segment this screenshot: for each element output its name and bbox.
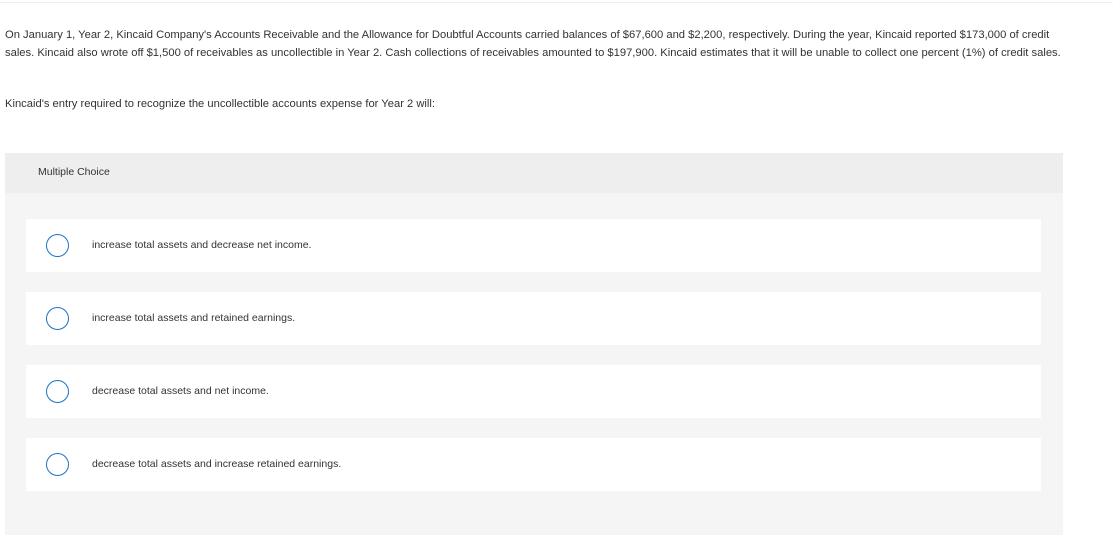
question-text: On January 1, Year 2, Kincaid Company's Accounts Receivable and the Allowance for Doubtful Accounts carried balances of $67,600 and $2,200, respectively. During the year, Kincaid reported $173,000 of credit sales. Kincaid also wrote off $1,500 of receivables as uncollectible in Year 2. Cash collections of receivables amounted to $197,900. Kincaid estimates that it will be unable to collect one percent (1%) of credit sales. [5, 29, 1061, 59]
choice-option-label: increase total assets and decrease net income. [92, 239, 312, 251]
radio-button-icon[interactable] [46, 380, 69, 403]
radio-button-icon[interactable] [46, 234, 69, 257]
choice-option-1[interactable] [26, 219, 1041, 272]
choice-option-3[interactable] [26, 365, 1041, 418]
multiple-choice-label: Multiple Choice [38, 166, 110, 178]
radio-button-icon[interactable] [46, 453, 69, 476]
choice-option-label: increase total assets and retained earnings. [92, 312, 296, 324]
multiple-choice-header [5, 153, 1063, 193]
choice-option-2[interactable] [26, 292, 1041, 345]
choice-option-4[interactable] [26, 438, 1041, 491]
choice-option-label: decrease total assets and net income. [92, 385, 269, 397]
multiple-choice-panel [5, 153, 1063, 535]
choice-option-label: decrease total assets and increase retained earnings. [92, 458, 342, 470]
top-divider [0, 2, 1113, 3]
question-prompt: Kincaid's entry required to recognize the uncollectible accounts expense for Year 2 will: [5, 98, 435, 110]
radio-button-icon[interactable] [46, 307, 69, 330]
